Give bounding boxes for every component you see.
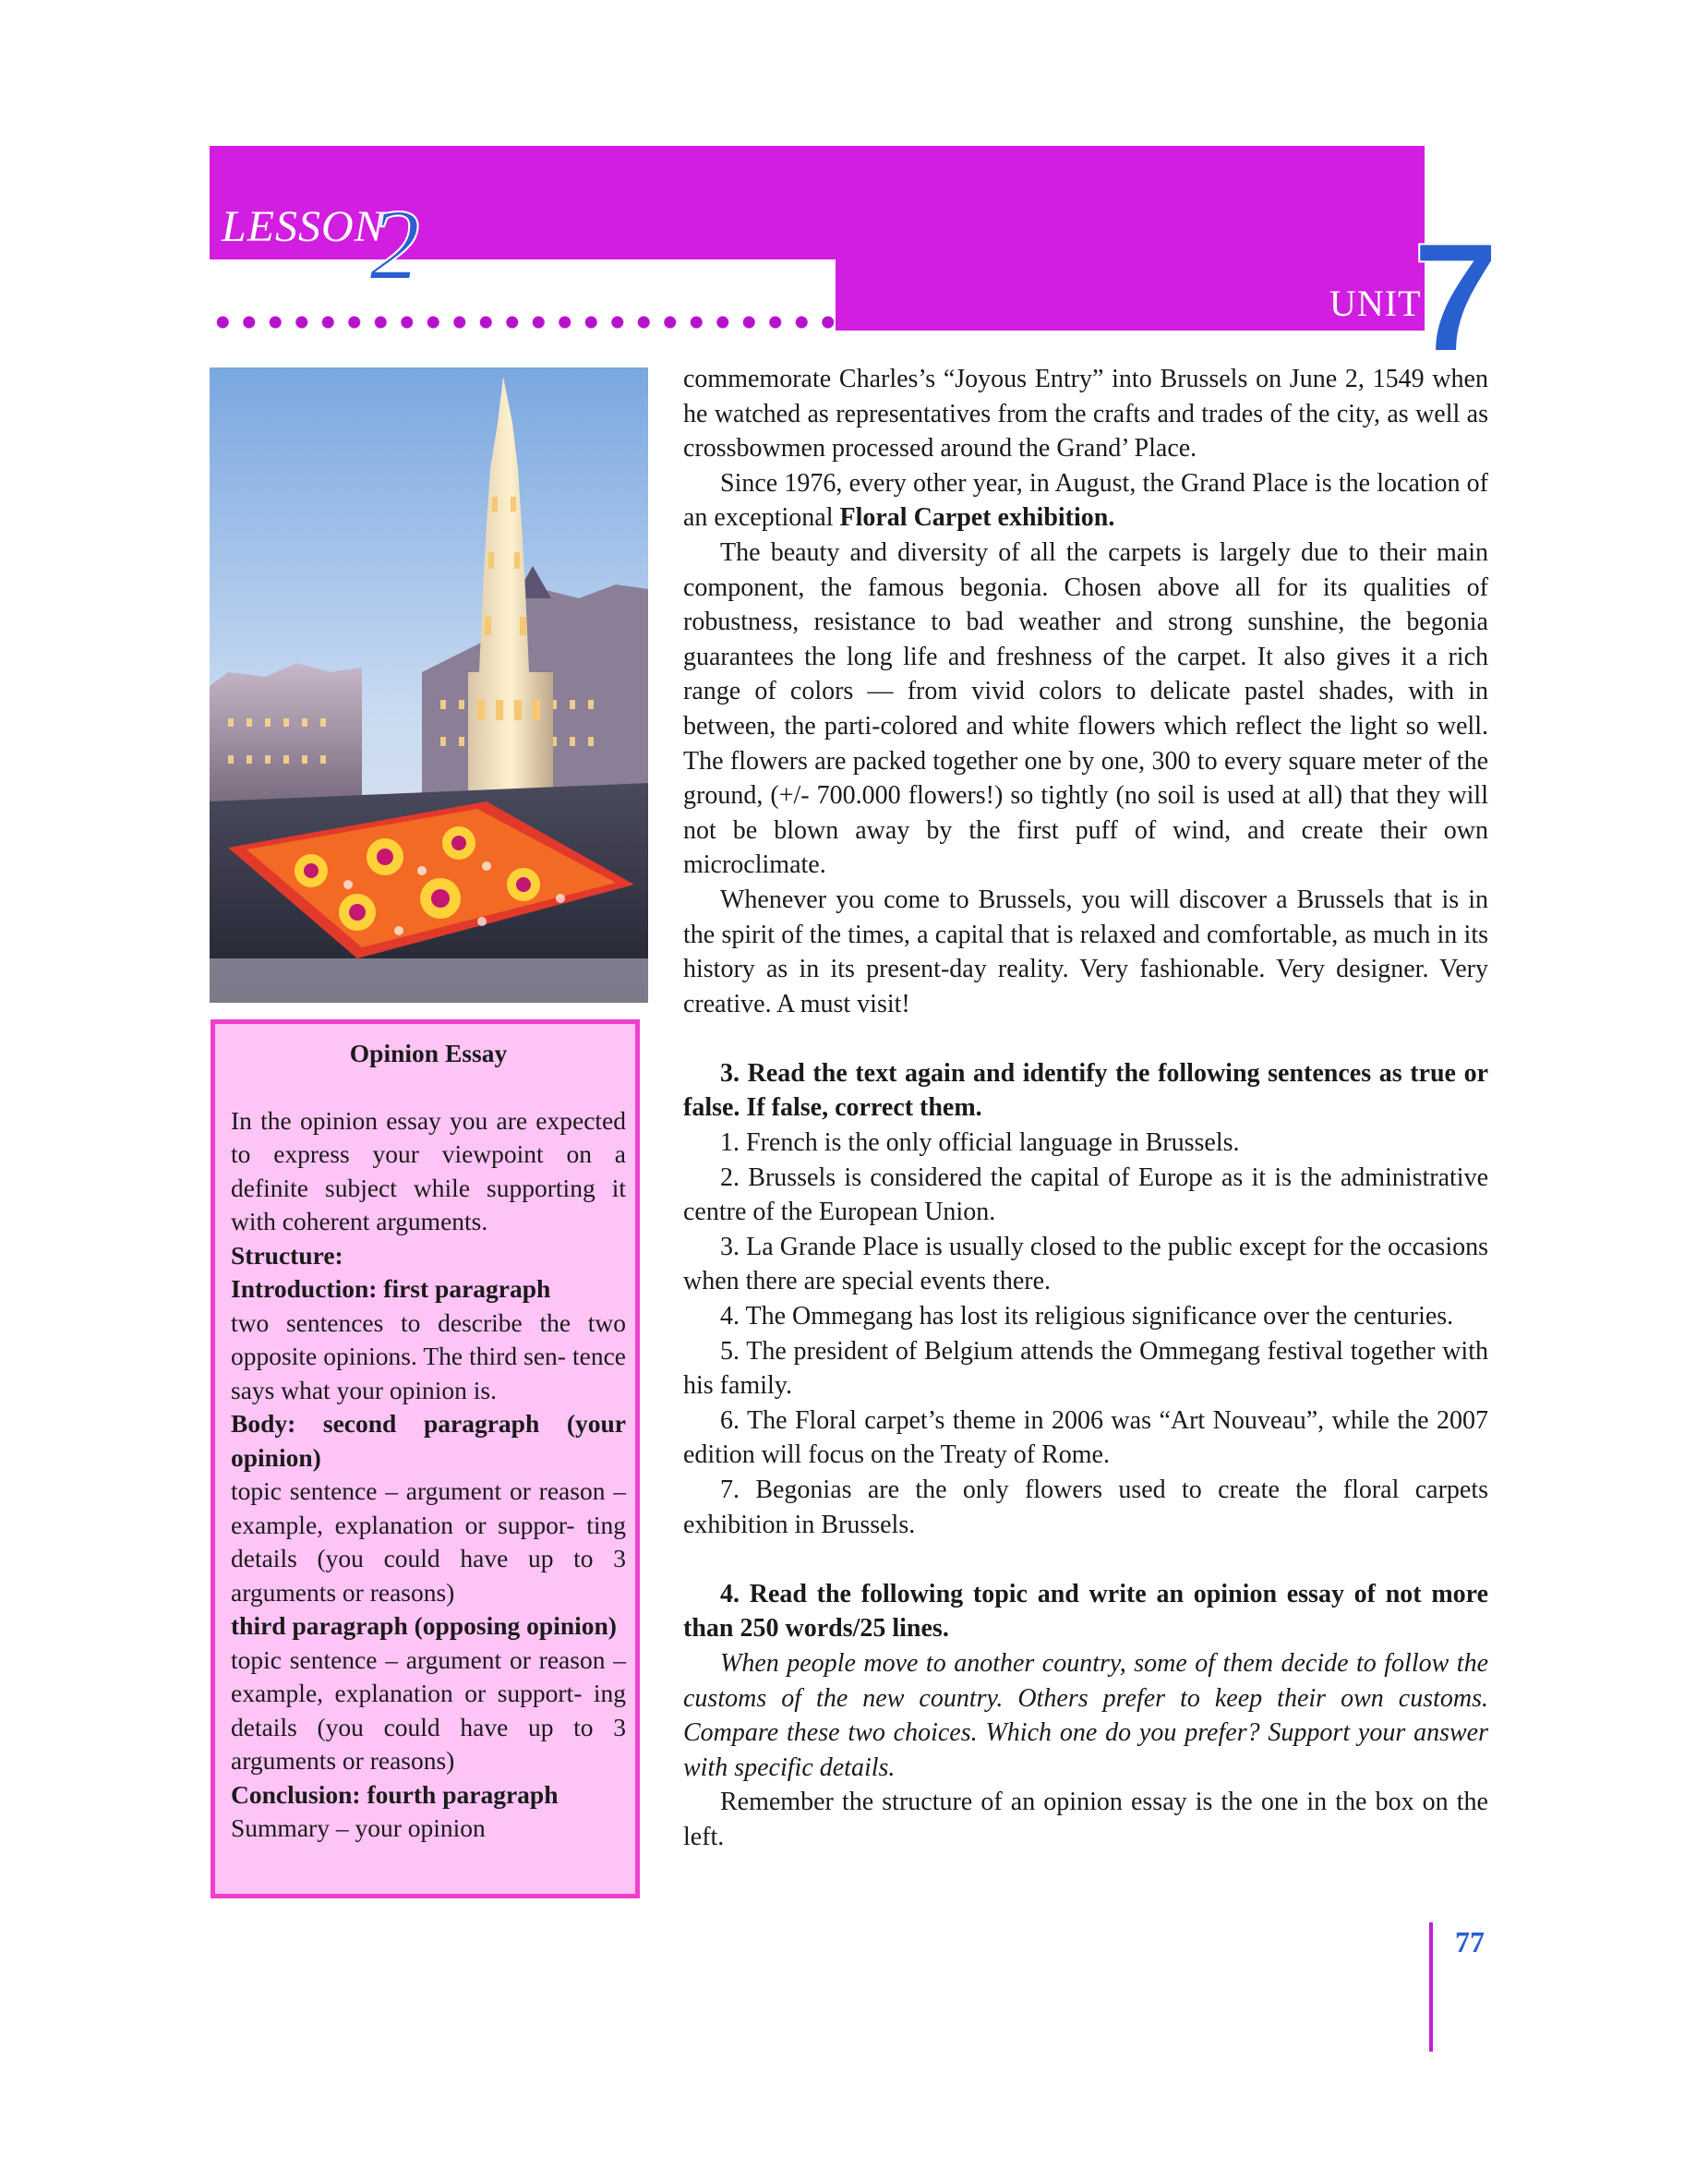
exercise-4-topic: When people move to another country, some of them decide to follow the customs of the new country. Others prefer to keep their own customs. Compare these two choices. Which one do you prefer? Support your answer with specific details. xyxy=(683,1648,1488,1782)
body-text: topic sentence – argument or reason – example, explanation or suppor- ting details (you could have up to 3 arguments or reasons) xyxy=(231,1476,626,1607)
floral-carpet-text: Since 1976, every other year, in August, the Grand Place is the location of an exceptional xyxy=(683,468,1488,533)
floral-carpet-bold: Floral Carpet exhibition. xyxy=(839,503,1115,533)
main-text-column xyxy=(683,362,1488,1855)
paragraph-visit-brussels: Whenever you come to Brussels, you will discover a Brussels that is in the spirit of the times, a capital that is relaxed and comfortable, as much in its history as in its present-day reality. Very fashionable. Very designer. Very creative. A must visit! xyxy=(683,885,1488,1018)
exercise-3-item: 4. The Ommegang has lost its religious significance over the centuries. xyxy=(720,1302,1454,1331)
page-number: 77 xyxy=(1455,1925,1485,1958)
exercise-3-item: 2. Brussels is considered the capital of Europe as it is the administrative centre of the European Union. xyxy=(683,1162,1488,1227)
exercise-3-item: 7. Begonias are the only flowers used to create the floral carpets exhibition in Brussels. xyxy=(683,1475,1488,1539)
conclusion-text: Summary – your opinion xyxy=(231,1813,486,1842)
spacer xyxy=(683,1021,1488,1056)
lesson-number: 2 xyxy=(369,188,420,301)
essay-intro-text: In the opinion essay you are expected to express your viewpoint on a definite subject while supporting it with coherent arguments. xyxy=(231,1105,626,1235)
spacer xyxy=(683,1542,1488,1577)
exercise-3-instruction: 3. Read the text again and identify the following sentences as true or false. If false, correct them. xyxy=(683,1058,1488,1123)
body-heading: Body: second paragraph (your opinion) xyxy=(231,1409,626,1472)
opinion-essay-box xyxy=(210,1019,640,1898)
lesson-label: LESSON xyxy=(222,202,385,251)
page-number-rule xyxy=(1429,1922,1433,2052)
exercise-4-reminder: Remember the structure of an opinion essay is the one in the box on the left. xyxy=(683,1788,1488,1851)
exercise-3-item: 6. The Floral carpet’s theme in 2006 was “Art Nouveau”, while the 2007 edition will focus on the Treaty of Rome. xyxy=(683,1405,1488,1470)
third-paragraph-text: topic sentence – argument or reason – example, explanation or support- ing details (you could have up to 3 arguments or reasons) xyxy=(231,1644,626,1775)
introduction-text: two sentences to describe the two opposite opinions. The third sen- tence says what your opinion is. xyxy=(231,1307,626,1404)
exercise-3-item: 5. The president of Belgium attends the Ommegang festival together with his family. xyxy=(683,1336,1488,1401)
grand-place-photo xyxy=(210,367,648,1003)
unit-label: UNIT xyxy=(1329,283,1422,324)
essay-box-title: Opinion Essay xyxy=(349,1039,508,1067)
unit-number: 7 xyxy=(1413,211,1499,384)
paragraph-floral-carpet xyxy=(683,466,1488,536)
dotted-divider xyxy=(210,314,837,331)
exercise-4-instruction: 4. Read the following topic and write an opinion essay of not more than 250 words/25 lines. xyxy=(683,1579,1488,1644)
conclusion-heading: Conclusion: fourth paragraph xyxy=(231,1779,559,1809)
introduction-heading: Introduction: first paragraph xyxy=(231,1274,551,1303)
paragraph-begonia: The beauty and diversity of all the carpets is largely due to their main component, the famous begonia. Chosen above all for its qualities of robustness, resistance to bad weather and strong sunshine, the begonia guarantees the long life and freshness of the carpet. It also gives it a rich range of colors — from vivid colors to delicate pastel shades, with in between, the parti-colored and white flowers which reflect the light so well. The flowers are packed together one by one, 300 to every square meter of the ground, (+/- 700.000 flowers!) so tightly (no soil is used at all) that they will not be blown away by the first puff of wind, and create their own microclimate. xyxy=(683,537,1488,880)
exercise-3-item: 3. La Grande Place is usually closed to the public except for the occasions when there are special events there. xyxy=(683,1232,1488,1296)
structure-heading: Structure: xyxy=(231,1240,343,1270)
exercise-3-item: 1. French is the only official language in Brussels. xyxy=(720,1128,1240,1158)
third-paragraph-heading: third paragraph (opposing opinion) xyxy=(231,1611,617,1640)
paragraph-joyous-entry: commemorate Charles’s “Joyous Entry” into Brussels on June 2, 1549 when he watched as representatives from the crafts and trades of the city, as well as crossbowmen processed around the Grand’ Place. xyxy=(683,365,1488,464)
grand-place-illustration xyxy=(210,367,648,1003)
